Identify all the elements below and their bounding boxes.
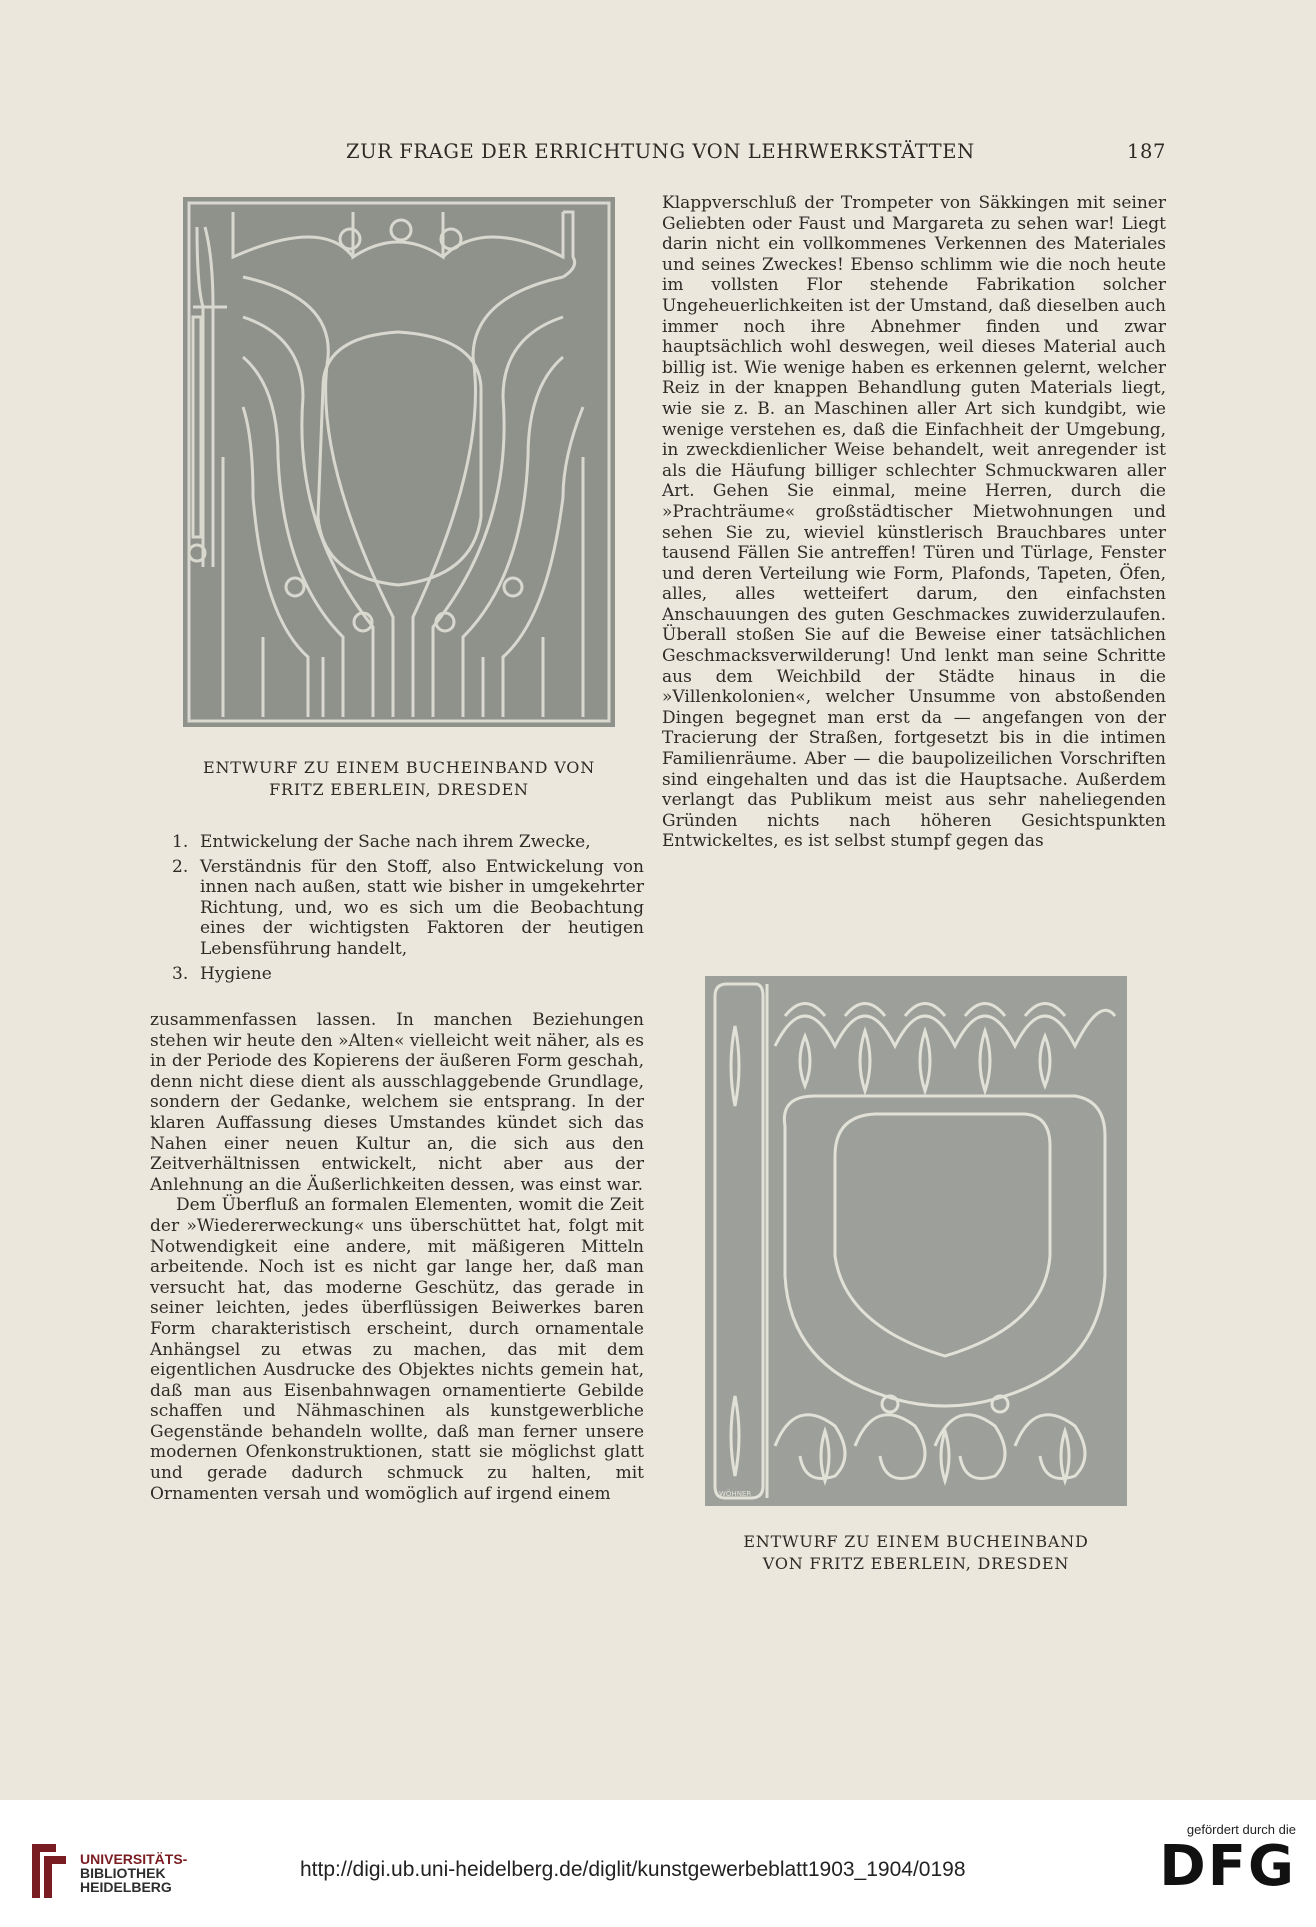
sponsor-block[interactable]: [1156, 1822, 1296, 1897]
figure-1-caption-line-1: ENTWURF ZU EINEM BUCHEINBAND VON: [202, 758, 595, 777]
cover-1-background: [183, 197, 615, 727]
library-logo-icon: [28, 1840, 70, 1902]
list-item-number: 3.: [172, 963, 189, 984]
left-paragraph-2: Dem Überfluß an formalen Elementen, womit die Zeit der »Wiedererweckung« uns überschüttet hat, folgt mit Notwendigkeit eine andere, mit mäßigeren Mitteln arbeitende. Noch ist es nicht gar lange her, daß man versucht hat, das moderne Geschütz, das gerade in seiner leichten, jedes überflüssigen Beiwerkes baren Form charakteristisch erscheint, durch ornamentale Anhängsel zu etwas zu machen, das mit dem eigentlichen Ausdrucke des Objektes nichts gemein hat, daß man aus Eisenbahnwagen ornamentierte Gebilde schaffen und Nähmaschinen als kunstgewerbliche Gegenstände behandeln wollte, daß man ferner unsere modernen Ofenkonstruktionen, statt sie möglichst glatt und gerade dadurch schmuck zu halten, mit Ornamenten versah und womöglich auf irgend einem: [150, 1195, 644, 1504]
library-name-line-3: HEIDELBERG: [80, 1879, 172, 1895]
figure-1-caption-line-2: FRITZ EBERLEIN, DRESDEN: [269, 780, 529, 799]
cover-2-signature: WÖHNER: [719, 1490, 752, 1498]
library-name-line-2: BIBLIOTHEK: [80, 1865, 166, 1881]
figure-1-book-cover: [183, 197, 615, 727]
figure-2-caption: [705, 1531, 1127, 1575]
figure-2-caption-line-2: VON FRITZ EBERLEIN, DRESDEN: [762, 1554, 1070, 1573]
list-item: [172, 964, 644, 985]
figure-1-caption: [170, 757, 628, 801]
right-paragraph-1: Klappverschluß der Trompeter von Säkkingen mit seiner Geliebten oder Faust und Margareta zu sehen war! Liegt darin nicht ein vollkommenes Verkennen des Materiales und seines Zweckes! Ebenso schlimm wie die noch heute im vollsten Flor stehende Fabrikation solcher Ungeheuerlichkeiten ist der Umstand, daß dieselben auch immer noch ihre Abnehmer finden und zwar hauptsächlich wohl deswegen, weil dieses Material auch billig ist. Wie wenige haben es erkennen gelernt, welcher Reiz in der knappen Behandlung guten Materials liegt, wie sie z. B. an Maschinen aller Art sich kundgibt, wie wenige verstehen es, daß die Einfachheit der Umgebung, in zweckdienlicher Weise behandelt, weit anregender ist als die Häufung billiger schlechter Schmuckwaren aller Art. Gehen Sie einmal, meine Herren, durch die »Prachträume« großstädtischer Mietwohnungen und sehen Sie zu, wieviel künstlerisch Brauchbares unter tausend Fällen Sie antreffen! Türen und Türlage, Fenster und deren Verteilung wie Form, Plafonds, Tapeten, Öfen, alles, alles wetteifert darum, den einfachsten Anschauungen des guten Geschmackes zuwiderzulaufen. Überall stoßen Sie auf die Beweise einer tatsächlichen Geschmacksverwilderung! Und lenkt man seine Schritte aus dem Weichbild der Städte hinaus in die »Villenkolonien«, welcher Unsumme von abstoßenden Dingen begegnet man erst da — angefangen von der Tracierung der Straßen, fortgesetzt bis in die intimen Familienräume. Aber — die baupolizeilichen Vorschriften sind eingehalten und das ist die Hauptsache. Außerdem verlangt das Publikum meist aus sehr naheliegenden Gründen nichts nach höheren Gesichtspunkten Entwickeltes, es ist selbst stumpf gegen das: [662, 193, 1166, 852]
book-cover-1-illustration: [183, 197, 615, 727]
list-item: [172, 857, 644, 960]
figure-2-caption-line-1: ENTWURF ZU EINEM BUCHEINBAND: [743, 1532, 1089, 1551]
list-item-number: 2.: [172, 856, 189, 877]
numbered-list: [172, 832, 644, 988]
library-name-line-1: UNIVERSITÄTS-: [80, 1851, 188, 1867]
dfg-logo: DFG: [1159, 1834, 1296, 1899]
figure-2-book-cover: [705, 976, 1127, 1506]
page-number: 187: [1126, 140, 1166, 163]
list-item: [172, 832, 644, 853]
left-column-body: [150, 1010, 644, 1504]
list-item-number: 1.: [172, 832, 189, 852]
list-item-text: Verständnis für den Stoff, also Entwickelung von innen nach außen, statt wie bisher in umgekehrter Richtung, und, wo es sich um die Beobachtung eines der wichtigsten Faktoren der heutigen Lebensführung handelt,: [200, 856, 644, 959]
book-cover-2-illustration: [705, 976, 1127, 1506]
library-logo[interactable]: [28, 1840, 188, 1910]
sponsor-text: gefördert durch die: [1186, 1822, 1296, 1837]
left-paragraph-1: zusammenfassen lassen. In manchen Beziehungen stehen wir heute den »Alten« vielleicht weit näher, als es in der Periode des Kopierens der äußeren Form geschah, denn nicht diese dient als ausschlaggebende Grundlage, sondern der Gedanke, welchem sie entsprang. In der klaren Auffassung dieses Umstandes kündet sich das Nahen einer neuen Kultur an, die sich aus den Zeitverhältnissen entwickelt, nicht aber aus der Anlehnung an die Äußerlichkeiten dessen, was einst war.: [150, 1010, 644, 1195]
source-url-link[interactable]: http://digi.ub.uni-heidelberg.de/diglit/kunstgewerbeblatt1903_1904/0198: [300, 1858, 966, 1881]
running-title: ZUR FRAGE DER ERRICHTUNG VON LEHRWERKSTÄTTEN: [346, 140, 975, 163]
list-item-text: Hygiene: [200, 963, 272, 984]
library-name: [80, 1852, 187, 1894]
list-item-text: Entwickelung der Sache nach ihrem Zwecke,: [200, 832, 591, 852]
right-column-body: [662, 193, 1166, 852]
digitization-footer: [0, 1800, 1316, 1927]
